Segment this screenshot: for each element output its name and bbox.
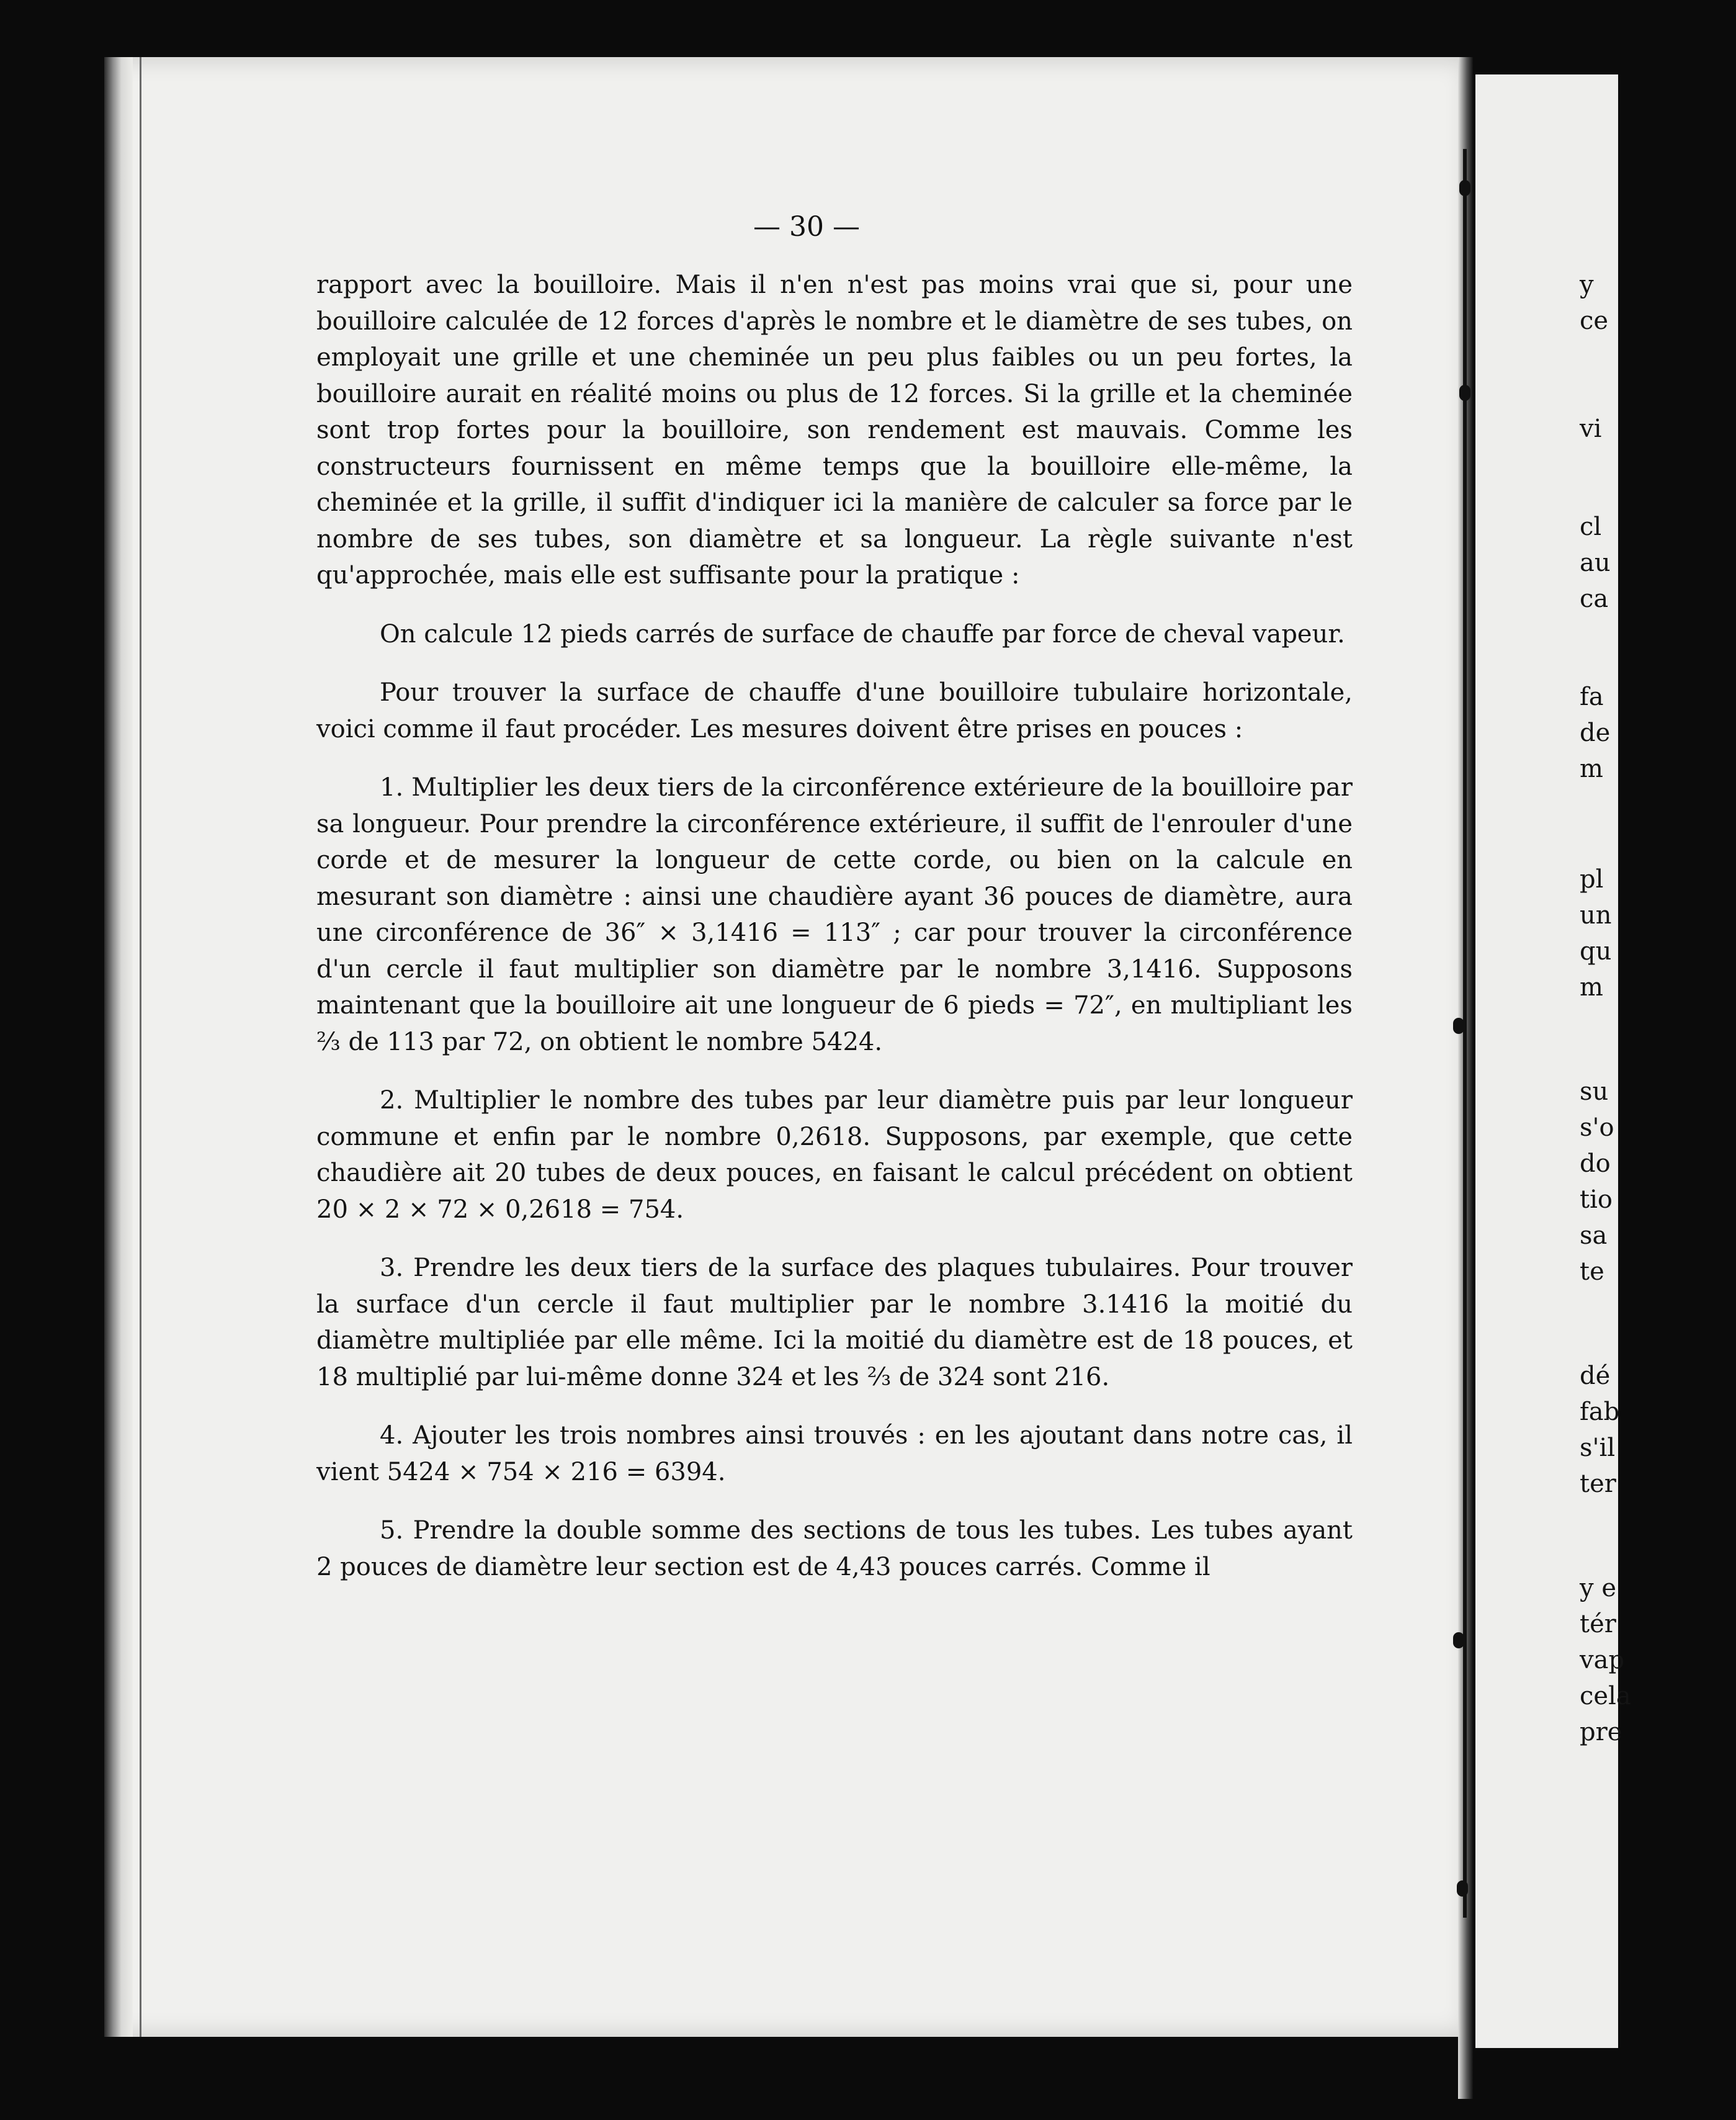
right-page — [1475, 74, 1618, 2048]
paragraph: Pour trouver la surface de chauffe d'une bouilloire tubulaire horizontale, voici comme il faut procéder. Les mesures doivent être prises en pouces : — [316, 678, 1353, 743]
text-fragment: ter — [1580, 1470, 1616, 1498]
binding-thread — [1463, 149, 1467, 1918]
text-fragment: cela — [1580, 1682, 1631, 1710]
binding-knot — [1459, 180, 1470, 196]
paragraph: On calcule 12 pieds carrés de surface de chauffe par force de cheval vapeur. — [380, 619, 1345, 649]
text-fragment: ce — [1580, 307, 1609, 335]
text-fragment: m — [1580, 973, 1603, 1002]
text-fragment: y e — [1580, 1574, 1616, 1602]
numbered-step: 5. Prendre la double somme des sections de tous les tubes. Les tubes ayant 2 pouces de diamètre leur section est de 4,43 pouces carrés. Comme il — [316, 1516, 1353, 1581]
text-fragment: fa — [1580, 683, 1604, 711]
numbered-step: 1. Multiplier les deux tiers de la circonférence extérieure de la bouilloire par sa longueur. Pour prendre la circonférence extérieure, il suffit de l'enrouler d'une corde et de mesurer la longueur de cette corde, ou bien on la calcule en mesurant son diamètre : ainsi une chaudière ayant 36 pouces de diamètre, aura une circonférence de 36″ × 3,1416 = 113″ ; car pour trouver la circonférence d'un cercle il faut multiplier son diamètre par le nombre 3,1416. Supposons maintenant que la bouilloire ait une longueur de 6 pieds = 72″, en multipliant les ⅔ de 113 par 72, on obtient le nombre 5424. — [316, 773, 1353, 1056]
binding-knot — [1453, 1632, 1464, 1648]
text-fragment: vap — [1580, 1646, 1625, 1674]
text-fragment: m — [1580, 755, 1603, 783]
text-fragment: ca — [1580, 585, 1609, 613]
binding-knot — [1453, 1018, 1464, 1034]
text-fragment: dé — [1580, 1362, 1611, 1390]
text-fragment: cl — [1580, 513, 1602, 541]
paragraph: rapport avec la bouilloire. Mais il n'en n'est pas moins vrai que si, pour une bouilloire calculée de 12 forces d'après le nombre et le diamètre de ses tubes, on employait une grille et une cheminée un peu plus faibles ou un peu fortes, la bouilloire aurait en réalité moins ou plus de 12 forces. Si la grille et la cheminée sont trop fortes pour la bouilloire, son rendement est mauvais. Comme les constructeurs fournissent en même temps que la bouilloire elle-même, la cheminée et la grille, il suffit d'indiquer ici la manière de calculer sa force par le nombre de ses tubes, son diamètre et sa longueur. La règle suivante n'est qu'approchée, mais elle est suffisante pour la pratique : — [316, 271, 1353, 590]
numbered-step: 4. Ajouter les trois nombres ainsi trouvés : en les ajoutant dans notre cas, il vient 5424 × 754 × 216 = 6394. — [316, 1421, 1353, 1486]
text-fragment: y — [1580, 271, 1594, 299]
text-fragment: tio — [1580, 1185, 1613, 1214]
numbered-step: 3. Prendre les deux tiers de la surface des plaques tubulaires. Pour trouver la surface d'un cercle il faut multiplier par le nombre 3.1416 la moitié du diamètre multipliée par elle même. Ici la moitié du diamètre est de 18 pouces, et 18 multiplié par lui-même donne 324 et les ⅔ de 324 sont 216. — [316, 1254, 1353, 1391]
text-fragment: un — [1580, 901, 1612, 930]
page-edge-line — [140, 57, 141, 2037]
text-fragment: pl — [1580, 865, 1604, 894]
text-fragment: te — [1580, 1257, 1604, 1286]
text-fragment: vi — [1580, 415, 1602, 443]
text-fragment: s'il — [1580, 1434, 1616, 1462]
text-fragment: sa — [1580, 1221, 1608, 1250]
text-fragment: su — [1580, 1077, 1609, 1106]
binding-knot — [1457, 1880, 1468, 1897]
text-fragment: s'o — [1580, 1113, 1614, 1142]
page-edge-shadow — [104, 57, 133, 2037]
text-fragment: do — [1580, 1149, 1611, 1178]
binding-knot — [1459, 385, 1470, 401]
page-body — [316, 267, 1353, 1607]
text-fragment: fab — [1580, 1398, 1620, 1426]
text-fragment: de — [1580, 719, 1611, 747]
text-fragment: au — [1580, 549, 1611, 577]
text-fragment: tér — [1580, 1610, 1616, 1638]
page-number: — 30 — — [753, 211, 860, 243]
text-fragment: pre — [1580, 1718, 1622, 1746]
numbered-step: 2. Multiplier le nombre des tubes par leur diamètre puis par leur longueur commune et enfin par le nombre 0,2618. Supposons, par exemple, que cette chaudière ait 20 tubes de deux pouces, en faisant le calcul précédent on obtient 20 × 2 × 72 × 0,2618 = 754. — [316, 1086, 1353, 1224]
text-fragment: qu — [1580, 937, 1612, 966]
